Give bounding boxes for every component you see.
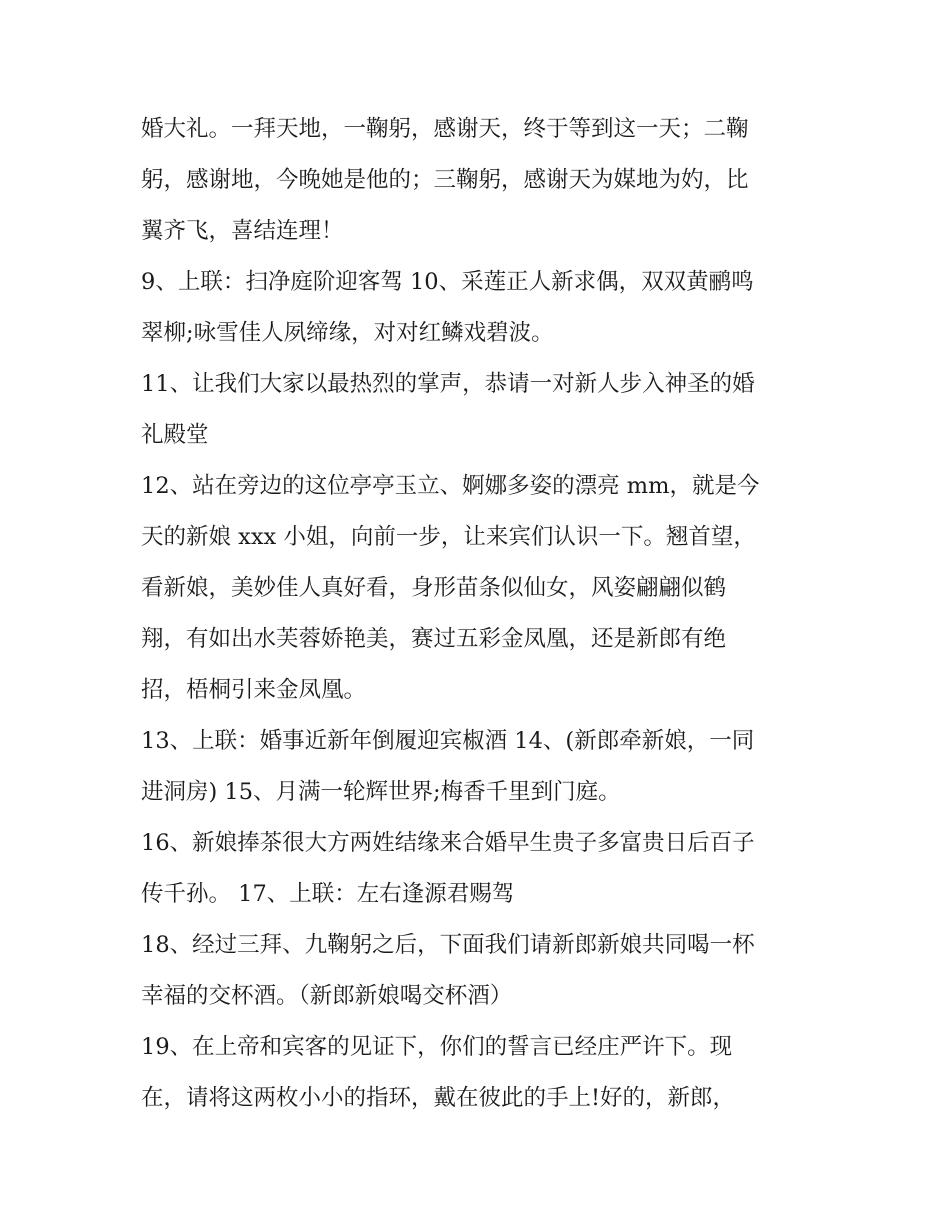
text-line: 躬，感谢地，今晚她是他的；三鞠躬，感谢天为媒地为妁，比 [141, 167, 749, 193]
text-line: 12、站在旁边的这位亭亭玉立、婀娜多姿的漂亮 mm，就是今 [141, 473, 760, 499]
text-line: 9、上联：扫净庭阶迎客驾 10、采莲正人新求偶，双双黄鹂鸣 [141, 269, 754, 295]
text-line: 招，梧桐引来金凤凰。 [141, 677, 367, 703]
text-line: 翔，有如出水芙蓉娇艳美，赛过五彩金凤凰，还是新郎有绝 [141, 626, 727, 652]
document-body [141, 104, 821, 1124]
text-line: 18、经过三拜、九鞠躬之后，下面我们请新郎新娘共同喝一杯 [141, 932, 755, 958]
text-line: 11、让我们大家以最热烈的掌声，恭请一对新人步入神圣的婚 [141, 371, 755, 397]
text-line: 幸福的交杯酒。（新郎新娘喝交杯酒） [141, 983, 513, 1009]
text-line: 婚大礼。一拜天地，一鞠躬，感谢天，终于等到这一天；二鞠 [141, 116, 749, 142]
text-line: 19、在上帝和宾客的见证下，你们的誓言已经庄严许下。现 [141, 1034, 733, 1060]
text-line: 看新娘，美妙佳人真好看，身形苗条似仙女，风姿翩翩似鹤 [141, 575, 727, 601]
text-line: 16、新娘捧茶很大方两姓结缘来合婚早生贵子多富贵日后百子 [141, 830, 755, 856]
text-line: 翼齐飞，喜结连理！ [141, 218, 344, 244]
text-line: 天的新娘 xxx 小姐，向前一步，让来宾们认识一下。翘首望， [141, 524, 756, 550]
text-line: 在，请将这两枚小小的指环，戴在彼此的手上!好的，新郎， [141, 1085, 736, 1111]
text-line: 13、上联：婚事近新年倒履迎宾椒酒 14、(新郎牵新娘，一同 [141, 728, 755, 754]
text-line: 进洞房) 15、月满一轮辉世界;梅香千里到门庭。 [141, 779, 621, 805]
text-line: 礼殿堂 [141, 422, 209, 448]
text-line: 传千孙。 17、上联：左右逢源君赐驾 [141, 881, 515, 907]
text-line: 翠柳;咏雪佳人夙缔缘，对对红鳞戏碧波。 [141, 320, 554, 346]
